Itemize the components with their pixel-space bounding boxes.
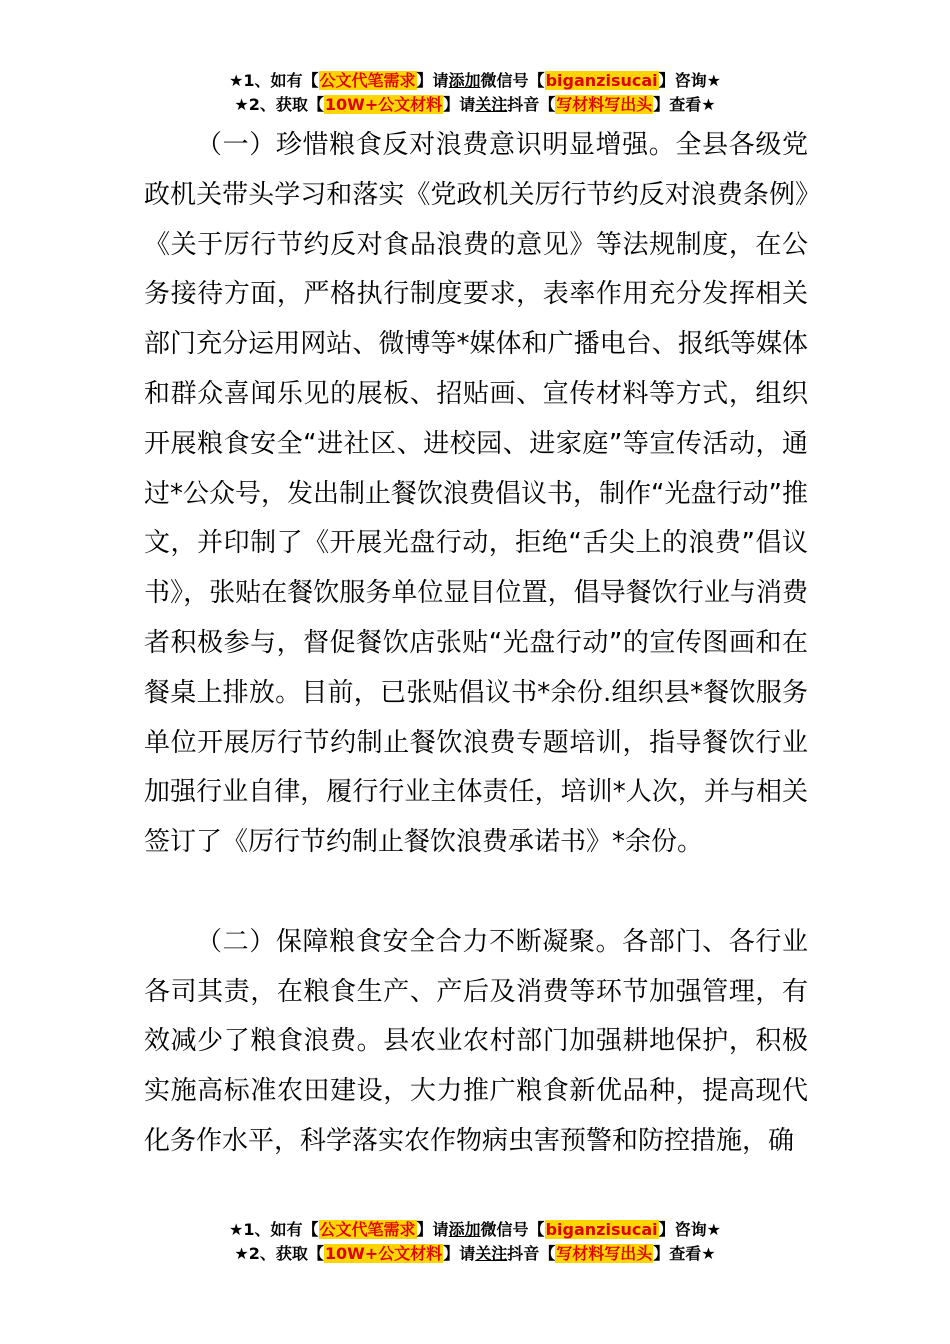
promo-text: 】请 <box>416 71 449 90</box>
promo-text: 】请 <box>443 95 476 114</box>
promo-highlight: biganzisucai <box>545 1220 658 1239</box>
top-promo-banner <box>0 69 950 117</box>
promo-text: 抖音【 <box>507 95 556 114</box>
promo-line-1 <box>0 1218 950 1242</box>
bottom-promo-banner <box>0 1218 950 1266</box>
promo-underline: 关注 <box>475 95 508 114</box>
promo-text: 】请 <box>443 1244 476 1263</box>
promo-underline: 添加 <box>448 1220 481 1239</box>
promo-text: 微信号【 <box>480 71 545 90</box>
promo-line-2 <box>0 93 950 117</box>
promo-highlight: 写材料写出头 <box>556 95 653 114</box>
promo-text: 】查看★ <box>653 95 716 114</box>
promo-text: ★2、获取【 <box>234 95 324 114</box>
promo-underline: 添加 <box>448 71 481 90</box>
promo-highlight: 10W+公文材料 <box>324 95 443 114</box>
promo-highlight: 公文代笔需求 <box>319 71 416 90</box>
promo-text: 】咨询★ <box>658 71 721 90</box>
document-body <box>144 121 808 1167</box>
promo-text: 】请 <box>416 1220 449 1239</box>
promo-highlight: 写材料写出头 <box>556 1244 653 1263</box>
promo-line-2 <box>0 1242 950 1266</box>
promo-text: 】咨询★ <box>658 1220 721 1239</box>
promo-highlight: biganzisucai <box>545 71 658 90</box>
promo-highlight: 公文代笔需求 <box>319 1220 416 1239</box>
promo-text: 抖音【 <box>507 1244 556 1263</box>
promo-line-1 <box>0 69 950 93</box>
promo-text: ★1、如有【 <box>229 71 319 90</box>
promo-text: ★2、获取【 <box>234 1244 324 1263</box>
promo-text: ★1、如有【 <box>229 1220 319 1239</box>
promo-underline: 关注 <box>475 1244 508 1263</box>
promo-text: 】查看★ <box>653 1244 716 1263</box>
paragraph-1: （一）珍惜粮食反对浪费意识明显增强。全县各级党政机关带头学习和落实《党政机关厉行节约反对浪费条例》《关于厉行节约反对食品浪费的意见》等法规制度，在公务接待方面，严格执行制度要求，表率作用充分发挥相关部门充分运用网站、微博等*媒体和广播电台、报纸等媒体和群众喜闻乐见的展板、招贴画、宣传材料等方式，组织开展粮食安全“进社区、进校园、进家庭”等宣传活动，通过*公众号，发出制止餐饮浪费倡议书，制作“光盘行动”推文，并印制了《开展光盘行动，拒绝“舌尖上的浪费”倡议书》，张贴在餐饮服务单位显目位置，倡导餐饮行业与消费者积极参与，督促餐饮店张贴“光盘行动”的宣传图画和在餐桌上排放。目前，已张贴倡议书*余份.组织县*餐饮服务单位开展厉行节约制止餐饮浪费专题培训，指导餐饮行业加强行业自律，履行行业主体责任，培训*人次，并与相关签订了《厉行节约制止餐饮浪费承诺书》*余份。 <box>144 130 808 858</box>
paragraph-2: （二）保障粮食安全合力不断凝聚。各部门、各行业各司其责，在粮食生产、产后及消费等环节加强管理，有效减少了粮食浪费。县农业农村部门加强耕地保护，积极实施高标准农田建设，大力推广粮食新优品种，提高现代化务作水平，科学落实农作物病虫害预警和防控措施，确 <box>144 926 808 1156</box>
promo-highlight: 10W+公文材料 <box>324 1244 443 1263</box>
promo-text: 微信号【 <box>480 1220 545 1239</box>
